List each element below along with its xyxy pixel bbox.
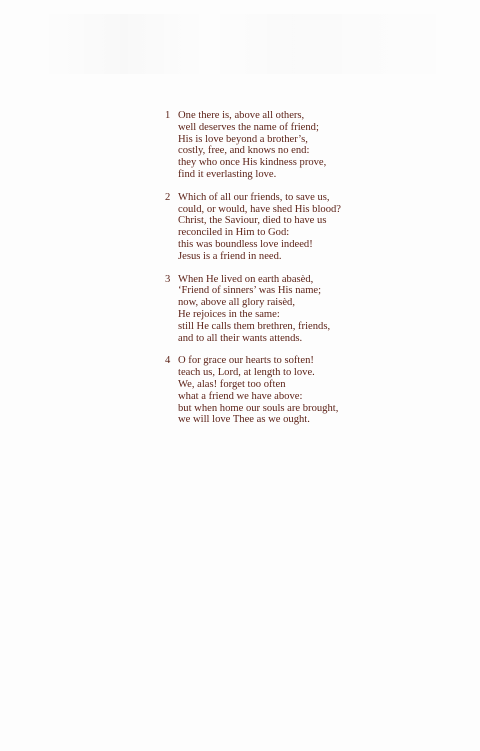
verse xyxy=(165,192,465,263)
verse-line: ‘Friend of sinners’ was His name; xyxy=(178,285,322,297)
verse-line: We, alas! forget too often xyxy=(178,378,286,390)
verse-number: 3 xyxy=(165,273,171,285)
verse-line: but when home our souls are brought, xyxy=(178,402,339,414)
verse-number: 4 xyxy=(165,355,171,367)
verse-line: He rejoices in the same: xyxy=(178,308,280,320)
verse-line: find it everlasting love. xyxy=(178,168,277,180)
bleed-through-shadow xyxy=(40,14,460,74)
verse-lines xyxy=(178,110,465,181)
verse-line: they who once His kindness prove, xyxy=(178,157,327,169)
verse-line: Jesus is a friend in need. xyxy=(178,250,282,262)
verse-line: reconciled in Him to God: xyxy=(178,227,290,239)
verse-line: still He calls them brethren, friends, xyxy=(178,320,331,332)
verse-line: One there is, above all others, xyxy=(178,110,305,121)
verse-line: Which of all our friends, to save us, xyxy=(178,191,330,203)
verse-line: what a friend we have above: xyxy=(178,390,303,402)
verse-lines xyxy=(178,274,465,345)
verse-line: costly, free, and knows no end: xyxy=(178,145,310,157)
verse-line: could, or would, have shed His blood? xyxy=(178,203,341,215)
verse-line: and to all their wants attends. xyxy=(178,332,303,344)
verse-lines xyxy=(178,355,465,426)
verse-line: now, above all glory raisèd, xyxy=(178,297,295,309)
verse-line: His is love beyond a brother’s, xyxy=(178,133,308,145)
verse-line: we will love Thee as we ought. xyxy=(178,414,310,426)
verse-line: Christ, the Saviour, died to have us xyxy=(178,215,327,227)
verse xyxy=(165,110,465,181)
verse-lines xyxy=(178,192,465,263)
verse xyxy=(165,274,465,345)
verse-line: this was boundless love indeed! xyxy=(178,238,313,250)
verse-line: well deserves the name of friend; xyxy=(178,121,319,133)
hymn-text xyxy=(165,110,465,437)
verse xyxy=(165,355,465,426)
verse-line: O for grace our hearts to soften! xyxy=(178,355,314,367)
verse-line: teach us, Lord, at length to love. xyxy=(178,367,315,379)
verse-number: 1 xyxy=(165,110,171,121)
verse-line: When He lived on earth abasèd, xyxy=(178,273,314,285)
verse-number: 2 xyxy=(165,191,171,203)
